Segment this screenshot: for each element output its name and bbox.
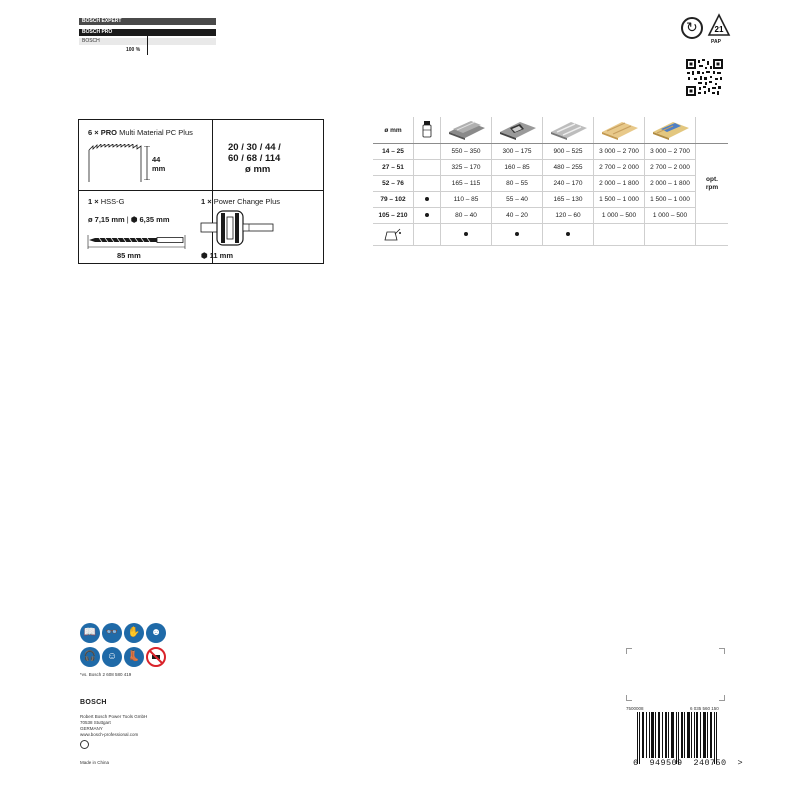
drill-hex: 6,35 mm [139, 215, 170, 224]
rpm-label [696, 144, 729, 224]
row-value: 2 700 – 2 000 [594, 160, 645, 176]
row-value: 120 – 60 [543, 208, 594, 224]
coolant-row-cell [594, 224, 645, 246]
read-manual-icon: 📖 [80, 623, 100, 643]
diameter-unit: ø mm [245, 164, 271, 175]
crop-mark [719, 648, 725, 654]
row-diameter: 14 – 25 [373, 144, 414, 160]
adapter-line [201, 197, 280, 206]
coolant-row-cell [492, 224, 543, 246]
drill-name: HSS-G [100, 197, 125, 206]
coolant-row-cell [441, 224, 492, 246]
diameter-header: ø mm [373, 117, 414, 144]
gloves-icon: ✋ [124, 623, 144, 643]
drill-qty: 1 × [88, 197, 99, 206]
row-value: 900 – 525 [543, 144, 594, 160]
oil-can-icon [384, 226, 402, 242]
prohibition-icon [148, 649, 164, 665]
row-value: 1 500 – 1 000 [645, 192, 696, 208]
coolant-row-icon [373, 224, 414, 246]
depth-value: 44 [152, 155, 161, 164]
rpm-label-rpm: rpm [705, 183, 719, 191]
product-code: 6 035 560 150 [690, 706, 719, 711]
coolant-row [373, 224, 728, 246]
stainless-sheet-icon [496, 118, 538, 140]
steel-sheet-icon [445, 118, 487, 140]
tier-bar-pro-extension [183, 29, 216, 36]
safety-shoes-icon: 👢 [124, 647, 144, 667]
row-value: 550 – 350 [441, 144, 492, 160]
row-value: 160 – 85 [492, 160, 543, 176]
speed-row [373, 160, 728, 176]
coolant-dot [515, 232, 519, 236]
eye-protection-icon: 👓 [102, 623, 122, 643]
holesaw-name: Multi Material PC Plus [119, 128, 193, 137]
row-value: 3 000 – 2 700 [594, 144, 645, 160]
crop-mark [719, 695, 725, 701]
contents-divider-horizontal [79, 190, 324, 191]
material-composite-header [645, 117, 696, 144]
speed-row [373, 192, 728, 208]
speed-table [373, 117, 728, 246]
row-value: 40 – 20 [492, 208, 543, 224]
row-value: 1 500 – 1 000 [594, 192, 645, 208]
reference-text: *vs. Bosch 2 608 580 419 [80, 672, 132, 677]
qr-code [686, 59, 723, 96]
composite-board-icon [649, 118, 691, 140]
address-line: Robert Bosch Power Tools GmbH [80, 714, 148, 719]
hearing-protection-icon: 🎧 [80, 647, 100, 667]
tier-bar-pro: BOSCH PRO [79, 29, 183, 36]
speed-table-header [373, 117, 728, 144]
rpm-label-opt: opt. [706, 175, 718, 183]
speed-row [373, 144, 728, 160]
diameter-list-2: 60 / 68 / 114 [228, 153, 281, 164]
dust-mask-icon: ☻ [146, 623, 166, 643]
made-in-text: Made in China [80, 760, 110, 765]
barcode-digits: 6 949509 240750 > [633, 758, 744, 768]
safety-icons [80, 623, 166, 669]
row-value: 80 – 55 [492, 176, 543, 192]
address-line: GERMANY [80, 726, 103, 731]
row-diameter: 52 – 76 [373, 176, 414, 192]
hex-icon: ⬢ [201, 251, 208, 260]
article-code: 7500008 [626, 706, 644, 711]
row-coolant [414, 208, 441, 224]
hex-icon: ⬢ [130, 215, 138, 224]
coolant-row-cell [696, 224, 729, 246]
holesaw-teeth-icon [88, 144, 146, 184]
coolant-bottle-icon [421, 119, 433, 139]
conformity-mark-icon [80, 740, 89, 749]
row-value: 165 – 115 [441, 176, 492, 192]
aluminium-sheet-icon [547, 118, 589, 140]
tier-bar-expert: BOSCH EXPERT [79, 18, 216, 25]
bosch-logo: BOSCH [80, 699, 107, 706]
adapter-name: Power Change Plus [213, 197, 281, 206]
row-value: 110 – 85 [441, 192, 492, 208]
row-diameter: 105 – 210 [373, 208, 414, 224]
row-diameter: 27 – 51 [373, 160, 414, 176]
row-value: 1 000 – 500 [594, 208, 645, 224]
row-value: 3 000 – 2 700 [645, 144, 696, 160]
row-coolant [414, 160, 441, 176]
depth-unit: mm [152, 164, 166, 173]
row-value: 480 – 255 [543, 160, 594, 176]
row-value: 55 – 40 [492, 192, 543, 208]
row-value: 2 000 – 1 800 [645, 176, 696, 192]
contents-box [78, 119, 324, 264]
coolant-row-cell [414, 224, 441, 246]
row-value: 325 – 170 [441, 160, 492, 176]
drill-diameter: ø 7,15 mm [88, 215, 125, 224]
address-line: 70538 Stuttgart [80, 720, 111, 725]
pap-label: PAP [711, 39, 721, 45]
coolant-row-cell [645, 224, 696, 246]
row-coolant [414, 144, 441, 160]
material-stainless-header [492, 117, 543, 144]
row-value: 80 – 40 [441, 208, 492, 224]
holesaw-line [88, 128, 193, 137]
header-coolant [414, 117, 441, 144]
crop-mark [626, 648, 632, 654]
address-line: www.bosch-professional.com [80, 732, 139, 737]
tier-bar-bosch: BOSCH [79, 38, 216, 45]
speed-row [373, 176, 728, 192]
diameter-list-1: 20 / 30 / 44 / [228, 142, 281, 153]
adapter-hex-line [201, 251, 233, 260]
recycle-arrow-icon: ↻ [686, 19, 698, 35]
row-value: 2 700 – 2 000 [645, 160, 696, 176]
row-value: 240 – 170 [543, 176, 594, 192]
row-value: 1 000 – 500 [645, 208, 696, 224]
row-value: 2 000 – 1 800 [594, 176, 645, 192]
row-value: 165 – 130 [543, 192, 594, 208]
row-value: 300 – 175 [492, 144, 543, 160]
coolant-dot [425, 197, 429, 201]
pap-recycling-icon [707, 13, 731, 39]
header-spacer [696, 117, 729, 144]
no-hammer-drill-icon [146, 647, 166, 667]
row-coolant [414, 176, 441, 192]
pap-number: 21 [714, 25, 724, 34]
material-aluminium-header [543, 117, 594, 144]
drill-bit-icon [87, 232, 187, 252]
coolant-row-cell [543, 224, 594, 246]
drill-length: 85 mm [117, 251, 141, 260]
coolant-dot [464, 232, 468, 236]
tier-marker [147, 30, 148, 55]
material-steel-header [441, 117, 492, 144]
drill-specs: ø 7,15 mm | ⬢ 6,35 mm [88, 215, 170, 224]
holesaw-qty: 6 × [88, 128, 99, 137]
row-coolant [414, 192, 441, 208]
holesaw-brand: PRO [100, 128, 117, 137]
adapter-hex: 11 mm [209, 251, 234, 260]
material-wood-header [594, 117, 645, 144]
adapter-icon [199, 207, 279, 249]
face-shield-icon: ☺ [102, 647, 122, 667]
coolant-dot [566, 232, 570, 236]
drill-line [88, 197, 125, 206]
adapter-qty: 1 × [201, 197, 212, 206]
crop-mark [626, 695, 632, 701]
speed-row [373, 208, 728, 224]
depth-dimension-icon [143, 146, 151, 180]
tier-percent: 100 % [126, 47, 141, 53]
coolant-dot [425, 213, 429, 217]
wood-board-icon [598, 118, 640, 140]
row-diameter: 79 – 102 [373, 192, 414, 208]
